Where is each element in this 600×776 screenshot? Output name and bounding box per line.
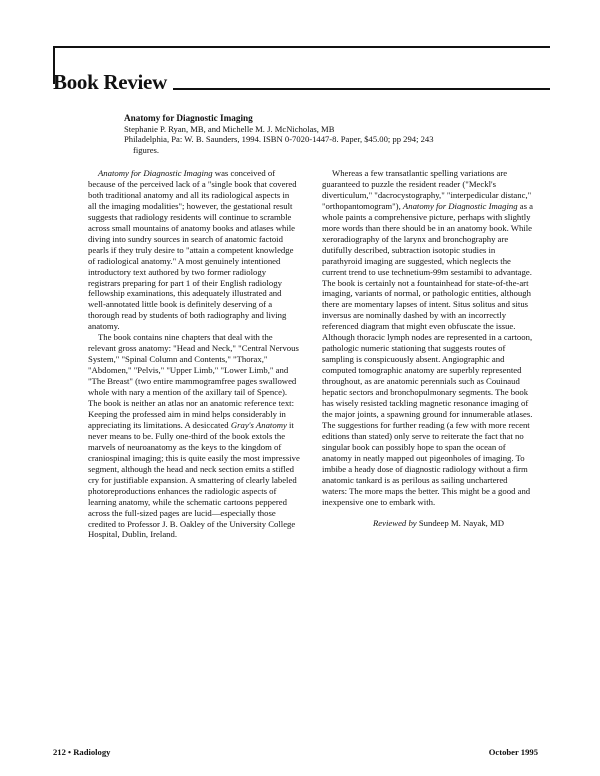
paragraph-text: it never means to be. Fully one-third of the book extols the marvels of neuroanatomy as the keys to the kingdom of craniospinal imaging; this is quite easily the most impressive segment, although the head and neck section emits a stifled cry for justifiable expansion. A smattering of clearly labeled photoreproductions enhances the radiologic aspects of learning anatomy, while the schematic cartoons peppered across the full-sized pages are lucid—especially those credited to Professor J. B. Oakley of the University College Hospital, Dublin, Ireland. bbox=[88, 419, 300, 540]
paragraph bbox=[88, 332, 300, 540]
book-publication-cont: figures. bbox=[133, 144, 160, 155]
paragraph bbox=[88, 168, 300, 332]
inline-title: Gray's Anatomy bbox=[230, 419, 287, 430]
paragraph-text: was conceived of because of the perceived lack of a "single book that covered both traditional anatomy and all its radiological aspects in all the imaging modalities"; however, the gestational result suggests that radiology residents will continue to scramble across small mountains of anatomy books and atlases while diving into sundry sources in search of anatomic factoid pearls if they truly desire to "attain a competent knowledge of radiological anatomy." A most genuinely intentioned introductory text authored by two former radiology registrars preparing for part 1 of their English radiology fellowship examinations, this adequately illustrated and well-annotated little book is definitely deserving of a thorough read by students of both radiography and living anatomy. bbox=[88, 168, 297, 332]
top-rule bbox=[53, 46, 550, 48]
section-title: Book Review bbox=[53, 70, 167, 94]
book-publication: Philadelphia, Pa: W. B. Saunders, 1994. ISBN 0-7020-1447-8. Paper, $45.00; pp 294; 243 bbox=[124, 134, 434, 144]
footer-page-journal: 212 • Radiology bbox=[53, 747, 111, 757]
paragraph-text: The book contains nine chapters that deal with the relevant gross anatomy: "Head and Neck," "Central Nervous System," "Spinal Column and Contents," "Thorax," "Abdomen," "Pelvis," "Upper Limb," "Lower Limb," and "The Breast" (two entire mammogramfree pages swallowed whole with nary a mention of the axillary tail of Spence). The book is neither an atlas nor an anatomic reference text: Keeping the professed aim in mind helps considerably in appreciating its limitations. A desiccated bbox=[88, 332, 299, 430]
book-authors: Stephanie P. Ryan, MB, and Michelle M. J. McNicholas, MB bbox=[124, 123, 335, 134]
paragraph bbox=[322, 168, 534, 508]
title-rule bbox=[173, 88, 550, 90]
reviewer-name: Sundeep M. Nayak, MD bbox=[416, 517, 504, 528]
paragraph-text: Whereas a few transatlantic spelling variations are guaranteed to puzzle the resident reader ("Meckl's diverticulum," "dacrocystography," "interpedicular distanc," "orthopantomogram"), bbox=[322, 168, 532, 211]
left-column bbox=[88, 168, 300, 540]
book-citation bbox=[124, 113, 524, 155]
book-title-inline: Anatomy for Diagnostic Imaging bbox=[98, 168, 213, 178]
reviewer-credit bbox=[322, 518, 534, 529]
footer-date: October 1995 bbox=[488, 747, 538, 757]
paragraph-text: as a whole paints a comprehensive picture, perhaps with slightly more words than there should be in an anatomy book. While xeroradiography of the larynx and bronchography are dutifully described, subtraction isotopic studies in parathyroid imaging are suggested, which neglects the current trend to use technetium-99m sestamibi to advantage. The book is certainly not a fountainhead for state-of-the-art imaging, variants of normal, or pathologic entities, although there are momentary lapses of intent. Situs solitus and situs inversus are nominally dashed by with an incorrectly referenced diagram that might even obfuscate the issue. Although thoracic lymph nodes are represented in a cartoon, pathologic numeric stationing that suggests routes of sampling is conspicuously absent. Angiographic and computed tomographic anatomy are superbly represented throughout, as are anatomic perennials such as Couinaud hepatic sectors and bronchopulmonary segments. The book has wisely resisted tackling magnetic resonance imaging of the major joints, a spawning ground for innumerable atlases. The suggestions for further reading (a few with more recent editions than stated) only serve to reiterate the fact that no singular book can possibly hope to span the ocean of anatomy in neatly mapped out pigeonholes of imaging. To imbibe a heady dose of diagnostic radiology without a firm anatomic tankard is as perilous as sailing unchartered waters: The more maps the better. This might be a good and inexpensive one to embark with. bbox=[322, 200, 533, 507]
right-column bbox=[322, 168, 534, 529]
reviewer-prefix: Reviewed by bbox=[372, 517, 417, 528]
book-title-inline: Anatomy for Diagnostic Imaging bbox=[402, 200, 518, 211]
book-title: Anatomy for Diagnostic Imaging bbox=[124, 113, 253, 123]
